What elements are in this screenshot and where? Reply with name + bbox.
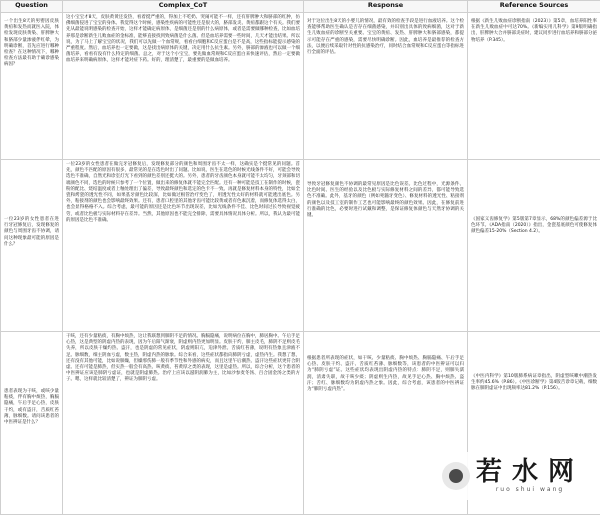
question-text: 患者表现为干咳，或咳少量粘痰，伴有胸中烦热，胸膈隐痛，午后手足心热，皮肤干灼，或有盗汗，舌质红苔薄，脉细数。请问该患者的中医辨证是什么？ bbox=[4, 389, 59, 426]
cot-text: 这小宝宝才8天，皮肤黄黄还发热，看着挺严重的，得加上不吃奶、哭闹可能不一样，还有肝脾肿大和脐部的红肿，仿佛细菌侵进了宝宝的身体。我觉得这个时候，感染性疾病的可能性还是很大的，脐部发炎、黄疸都跟这个有关。我们要先从最能说明感染的检查开始，这样才能确定病原体，是细菌还是别的什么病原体，或者是需要做哪种检查，比如血培养那是诊断新生儿败血症的金标准，能够直接找到致病菌是什么菌。但是血培养需要一些时间，几天才能出结果。所以说，为了马上了解宝宝的状况，我们可以先做一个血常规，看看白细胞和C反应蛋白是不是高，这些指标能提示感染的严重程度。然后，血培养也一定要做，这是找出病原体的关键，决定用什么抗生素。另外，脐部的渗液也可以做一个细菌培养，看看有没有什么特定的细菌。总之，对于这个小宝宝，要先做血常规和C反应蛋白来快速评估，然后一定要做血培养来明确病原体，这样才能对症下药。好的，理清楚了，最重要的是做血培养。 bbox=[66, 15, 300, 65]
reference-text: 《国家义齿修复学》第5版第7章显示，68%的颜色偏差源于比色环节。《ADA指南（2020）》指出，金瓷基底颜色可使修复体颜色偏差15-20%（Section 4.2）。 bbox=[471, 217, 597, 236]
cot-cell bbox=[63, 160, 304, 332]
cot-text: 一位23岁的女性患者在做完牙冠修复后，发现修复部分的颜色和周围牙齿不太一样，这确实是个挺常见的问题。首先，颜色不匹配的原因有很多，最常见的是在选色时出了问题。比如说，医生在选色的时候光线条件不好，可能会导致选色不准确，自然光和诊室灯光下看到的颜色差别还挺大的。另外，患者的牙齿颜色本身就可能不太均匀，牙颈部和切端颜色不同，选色的时候只参考了一个位置，做出来的修复体就不能完全匹配。还有一种可能是技工在制作的时候，瓷粉的配比、烧结温度或者上釉处理出了偏差，导致最终颜色和选定的色卡不一致。再就是修复材料本身的特性，比如全瓷和烤瓷的透光性不同，如果基牙颜色比较深，比如做过根管治疗变色了，用透光性太好的材料就可能透出底色。另外，粘接剂的颜色也会影响最终效果。还有，患者口腔里的其他牙齿可能比较黄或者有色素沉着，而修复体选得太白，也会显得格格不入。综合考虑，最可能的原因还是比色环节出现误差，比如光线条件不佳、比色时间过长导致视觉疲劳，或者比色板与实际材料存在差异。当然，其他原因也不能完全排除，需要具体情况具体分析。所以，我认为最可能的原因是比色不准确。 bbox=[66, 162, 300, 224]
question-text: 一个出生8天的男婴因皮肤黄疸和发热而就医入院，体检发现皮肤黄染、肝脾肿大和脐部少量渗液伴红晕，为明确诊断，首先应进行哪种检查？在这种情况下，哪种检查方法最有助于确诊感染病因？ bbox=[4, 19, 59, 69]
cot-text: 干咳，还有少量粘痰，有胸中烦热，这让我联想到肺阴不足的情况。胸膈隐痛，说明病位在胸中，肺居胸中。午后手足心热，这是典型的阴虚内热的表现，因为午后阳气渐衰，阴虚则内热更加明显。皮肤干灼，肺主皮毛，肺阴不足则皮毛失养，所以皮肤干燥灼热。盗汗，也是阴虚的常见症状，阴虚则阳亢，迫津外泄。舌质红苔薄，说明有热象且津液不足。脉细数，细主阴血亏虚，数主热，阴虚内热的脉象。综合来看，这些症状都指向肺阴亏虚，虚热内生。我想了想，还有没有其他可能，比如说肺燥，但燥邪伤肺一般有季节性和外感的病史，而且这里午后潮热、盗汗这些症状更符合阴虚。还有可能是肺热，但实热一般会有高热、咳黄痰、苔黄厚之类的表现，这里是虚热。所以，综合分析，这个患者的中医辨证应该是肺阴亏虚证，也就是阴虚肺热。治疗上应该以滋阴润肺为主，比如沙参麦冬汤、百合固金汤之类的方子。嗯，这样就比较清楚了，辨证为肺阴亏虚。 bbox=[66, 334, 300, 384]
reference-cell bbox=[468, 13, 600, 160]
header-response: Response bbox=[304, 1, 468, 13]
table-row bbox=[1, 160, 600, 332]
header-row bbox=[1, 1, 600, 13]
response-cell bbox=[304, 160, 468, 332]
response-text: 导致牙冠修复颜色不协调的最常见原因是比色误差。比色过程中，光源条件、比色时间、医生的经验以及比色板与实际修复材料之间的差异，都可能导致选色不准确。此外，基牙的颜色（例如死髓牙变色）、修复材料的透光性、粘接剂的颜色以及技工室的制作工艺也可能影响最终的颜色效果。因此，在修复前进行准确的比色，必要时进行试戴和调整，是保证修复体颜色与天然牙协调的关键。 bbox=[307, 182, 464, 219]
reference-cell bbox=[468, 160, 600, 332]
cot-cell bbox=[63, 13, 304, 160]
response-cell bbox=[304, 13, 468, 160]
watermark-title: 若水网 bbox=[476, 458, 584, 486]
question-cell bbox=[1, 332, 63, 515]
question-cell bbox=[1, 160, 63, 332]
header-complex-cot: Complex_CoT bbox=[63, 1, 304, 13]
table-row bbox=[1, 13, 600, 160]
response-text: 对于这位出生8天的小婴儿的情况，最有效的检查手段是进行血液培养。这个检查能够帮助医生确认是否存在细菌感染，并识别出具体的致病细菌，这对于新生儿败血症的诊断至关重要。宝宝的黄疸、发热、肝脾肿大和脐部感染，都提示可能存在严重的感染，需要尽快明确诊断。因此，血培养是最推荐的检查方法，以便后续采取针对性的抗感染治疗，同时结合血常规和C反应蛋白等指标进行全面的评估。 bbox=[307, 19, 464, 56]
header-reference-sources: Reference Sources bbox=[468, 1, 600, 13]
question-cell bbox=[1, 13, 63, 160]
question-text: 一位23岁的女性患者在进行牙冠修复后，发现修复的颜色与周围牙齿不协调，请问这种现象最可能的原因是什么？ bbox=[4, 217, 59, 248]
watermark bbox=[442, 452, 594, 500]
watermark-url: ruo shui wang bbox=[496, 486, 564, 494]
reference-text: 根据《新生儿败血症诊断指南（2023）》第5章，血培养阳性率在新生儿败血症中可达70%。《新编实用儿科学》第9版明确指出，肝脾肿大合并脐部炎症时，建议同步进行血培养和脐部分泌物培养（P.345）。 bbox=[471, 19, 597, 44]
cot-cell bbox=[63, 332, 304, 515]
user-avatar-icon bbox=[442, 462, 470, 490]
response-text: 根据患者所表现的症状，如干咳、少量粘痰、胸中烦热、胸膈隐痛、午后手足心热、皮肤干灼、盗汗、舌质红苔薄、脉细数等，该患者的中医辨证可以归为“肺阴亏虚”证。这些症状均表现出阴虚内热的特点：肺阴不足，则肺失濡润，清肃失职，故干咳少痰；阴虚则生内热，故见手足心热、胸中烦热、盗汗；舌红、脉细数均为阴虚内热之象。因此，综合考虑，该患者的中医辨证为“肺阴亏虚内热”。 bbox=[307, 356, 464, 393]
header-question: Question bbox=[1, 1, 63, 13]
watermark-text bbox=[476, 458, 584, 494]
reference-text: 《中医内科学》第10版肺系病证章指出，阴虚型咳嗽中潮热发生率约45.6%（P.86）。《中医诊断学》第4版舌诊章记载，细数脉在肺阴虚证中出现频率达81.2%（P.156）。 bbox=[471, 374, 597, 393]
